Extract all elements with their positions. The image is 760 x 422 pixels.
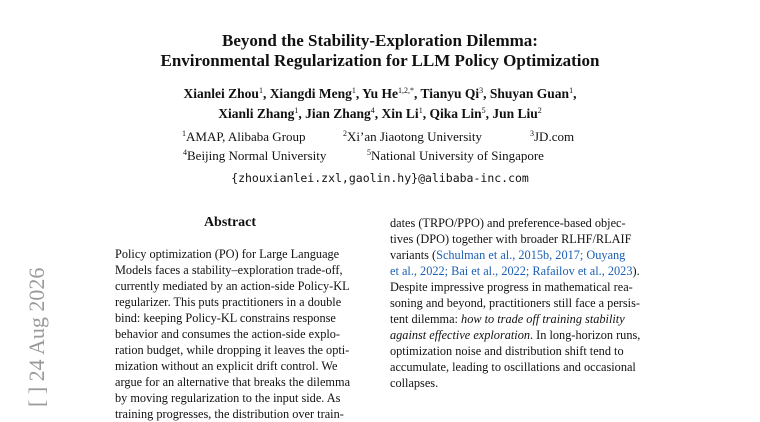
abstract-line: currently mediated by an action-side Policy-KL xyxy=(115,279,350,293)
author-name: Xianli Zhang xyxy=(218,106,295,121)
affiliation-name: Beijing Normal University xyxy=(187,148,327,163)
author-name: Tianyu Qi xyxy=(420,86,480,101)
abstract-body xyxy=(115,246,355,422)
emphasized-text: how to trade off training stability xyxy=(461,312,625,326)
intro-line: optimization noise and distribution shift tend to xyxy=(390,344,624,358)
abstract-line: regularizer. This puts practitioners in a double xyxy=(115,295,342,309)
author-separator: , xyxy=(374,106,379,121)
author-separator: , xyxy=(485,106,489,121)
citation-link[interactable]: et al., 2022; Bai et al., 2022; Rafailov et al., 2023 xyxy=(390,264,633,278)
arxiv-side-stamp xyxy=(20,232,60,412)
intro-line: tives (DPO) together with broader RLHF/RLAIF xyxy=(390,232,632,246)
affiliation-5 xyxy=(367,148,544,164)
arxiv-date-label: [ ] 24 Aug 2026 xyxy=(24,267,49,407)
affiliation-name: National University of Singapore xyxy=(371,148,544,163)
intro-text: . In long-horizon runs, xyxy=(530,328,641,342)
intro-text: tent dilemma: xyxy=(390,312,462,326)
author-affiliation-mark: 1 xyxy=(351,86,356,95)
intro-text: variants ( xyxy=(390,248,437,262)
author-affiliation-mark: 1 xyxy=(569,86,574,95)
author-affiliation-mark: 1 xyxy=(294,106,299,115)
intro-line: collapses. xyxy=(390,376,439,390)
author-affiliation-mark: 1,2,* xyxy=(397,86,414,95)
author-separator: , xyxy=(573,86,577,101)
abstract-line: by moving regularization to the input side. As xyxy=(115,391,341,405)
paper-title-line-1: Beyond the Stability-Exploration Dilemma: xyxy=(222,31,538,50)
abstract-line: Models faces a stability–exploration trade-off, xyxy=(115,263,343,277)
author-affiliation-mark: 3 xyxy=(479,86,484,95)
author-affiliation-mark: 1 xyxy=(418,106,423,115)
author-affiliation-mark: 5 xyxy=(481,106,486,115)
affiliation-name: AMAP, Alibaba Group xyxy=(186,129,306,144)
affiliation-3 xyxy=(530,129,574,145)
author-affiliation-mark: 2 xyxy=(537,106,542,115)
author-separator: , xyxy=(262,86,267,101)
intro-line: soning and beyond, practitioners still face a persis- xyxy=(390,296,640,310)
affiliation-4 xyxy=(183,148,326,164)
abstract-line: bind: keeping Policy-KL constrains response xyxy=(115,311,336,325)
affiliation-mark: 1 xyxy=(182,129,186,138)
author-separator: , xyxy=(413,86,418,101)
author-name: Qika Lin xyxy=(429,106,482,121)
intro-line xyxy=(390,311,675,327)
intro-line: Despite impressive progress in mathematical rea- xyxy=(390,280,633,294)
abstract-line: ration budget, while dropping it leaves the opti- xyxy=(115,343,350,357)
abstract-line: Policy optimization (PO) for Large Language xyxy=(115,247,340,261)
affiliation-1 xyxy=(182,129,306,145)
author-separator: , xyxy=(298,106,302,121)
author-separator: , xyxy=(483,86,487,101)
intro-line xyxy=(390,327,675,343)
affiliation-mark: 5 xyxy=(367,148,371,157)
affiliation-mark: 2 xyxy=(343,129,347,138)
author-separator: , xyxy=(355,86,360,101)
author-name: Jun Liu xyxy=(492,106,538,121)
paper-title-line-2: Environmental Regularization for LLM Policy Optimization xyxy=(160,51,600,70)
author-affiliation-mark: 4 xyxy=(370,106,375,115)
author-list-row-1 xyxy=(0,85,760,102)
affiliation-mark: 3 xyxy=(530,129,534,138)
contact-email[interactable]: {zhouxianlei.zxl,gaolin.hy}@alibaba-inc.com xyxy=(231,171,529,185)
abstract-line: mization without an explicit drift control. We xyxy=(115,359,338,373)
author-list-row-2 xyxy=(0,105,760,122)
intro-line xyxy=(390,247,675,263)
author-name: Jian Zhang xyxy=(305,106,371,121)
abstract-line: behavior and consumes the action-side explo- xyxy=(115,327,341,341)
author-affiliation-mark: 1 xyxy=(258,86,263,95)
affiliation-mark: 4 xyxy=(183,148,187,157)
abstract-heading: Abstract xyxy=(203,215,257,230)
intro-line: dates (TRPO/PPO) and preference-based objec- xyxy=(390,216,626,230)
author-name: Xianlei Zhou xyxy=(183,86,259,101)
author-name: Yu He xyxy=(362,86,398,101)
author-name: Xin Li xyxy=(381,106,419,121)
citation-link[interactable]: Schulman et al., 2015b, 2017; Ouyang xyxy=(436,248,626,262)
intro-text: ). xyxy=(632,264,640,278)
affiliation-2 xyxy=(343,129,482,145)
affiliation-name: JD.com xyxy=(534,129,575,144)
intro-line: accumulate, leading to oscillations and occasional xyxy=(390,360,636,374)
introduction-body xyxy=(390,215,675,391)
author-name: Xiangdi Meng xyxy=(269,86,352,101)
abstract-line: argue for an alternative that breaks the dilemma xyxy=(115,375,351,389)
author-name: Shuyan Guan xyxy=(489,86,570,101)
abstract-line: training progresses, the distribution over train- xyxy=(115,407,344,421)
affiliation-name: Xi’an Jiaotong University xyxy=(347,129,483,144)
intro-line xyxy=(390,263,675,279)
emphasized-text: against effective exploration xyxy=(390,328,531,342)
author-separator: , xyxy=(422,106,427,121)
